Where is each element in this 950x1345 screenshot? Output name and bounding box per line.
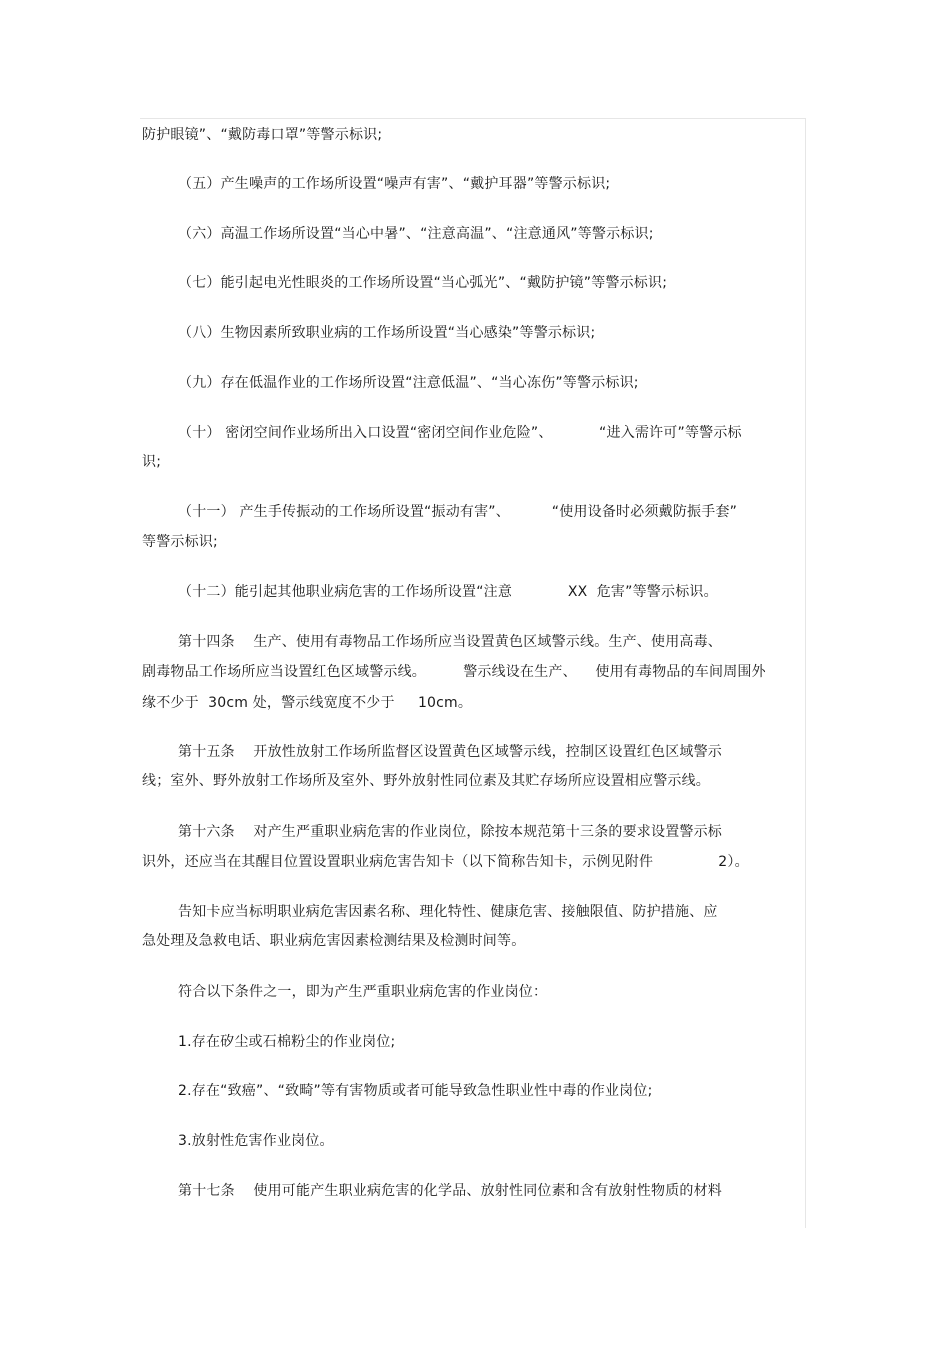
text-line: 1.存在矽尘或石棉粉尘的作业岗位; [178, 1034, 396, 1050]
text-line: （六）高温工作场所设置“当心中暑”、“注意高温”、“注意通风”等警示标识; [178, 226, 654, 242]
text-line: 符合以下条件之一，即为产生严重职业病危害的作业岗位： [178, 984, 548, 1000]
text-line: 第十四条 生产、使用有毒物品工作场所应当设置黄色区域警示线。生产、使用高毒、 [178, 634, 722, 650]
text-line: （九）存在低温作业的工作场所设置“注意低温”、“当心冻伤”等警示标识; [178, 375, 639, 391]
text-line: 急处理及急救电话、职业病危害因素检测结果及检测时间等。 [142, 933, 526, 949]
text-line: 识; [142, 454, 162, 470]
text-line: 第十六条 对产生严重职业病危害的作业岗位，除按本规范第十三条的要求设置警示标 [178, 824, 722, 840]
text-line: 剧毒物品工作场所应当设置红色区域警示线。 警示线设在生产、 使用有毒物品的车间周围外 [142, 664, 766, 680]
text-line: 等警示标识; [142, 534, 218, 550]
text-line: 缘不少于 30cm 处，警示线宽度不少于 10cm。 [142, 695, 473, 711]
text-line: 第十五条 开放性放射工作场所监督区设置黄色区域警示线，控制区设置红色区域警示 [178, 744, 722, 760]
text-line: 2.存在“致癌”、“致畸”等有害物质或者可能导致急性职业性中毒的作业岗位; [178, 1083, 653, 1099]
text-line: 线；室外、野外放射工作场所及室外、野外放射性同位素及其贮存场所应设置相应警示线。 [142, 773, 710, 789]
text-line: 防护眼镜”、“戴防毒口罩”等警示标识; [142, 127, 383, 143]
text-line: （十一） 产生手传振动的工作场所设置“振动有害”、 “使用设备时必须戴防振手套” [178, 504, 738, 520]
text-line: （五）产生噪声的工作场所设置“噪声有害”、“戴护耳器”等警示标识; [178, 176, 611, 192]
text-line: 3.放射性危害作业岗位。 [178, 1133, 334, 1149]
text-line: 识外，还应当在其醒目位置设置职业病危害告知卡（以下简称告知卡，示例见附件 2）。 [142, 854, 749, 870]
text-line: （七）能引起电光性眼炎的工作场所设置“当心弧光”、“戴防护镜”等警示标识; [178, 275, 668, 291]
text-line: （十二）能引起其他职业病危害的工作场所设置“注意 XX 危害”等警示标识。 [178, 584, 718, 600]
text-line: （十） 密闭空间作业场所出入口设置“密闭空间作业危险”、 “进入需许可”等警示标 [178, 425, 742, 441]
text-line: 告知卡应当标明职业病危害因素名称、理化特性、健康危害、接触限值、防护措施、应 [178, 904, 718, 920]
text-line: 第十七条 使用可能产生职业病危害的化学品、放射性同位素和含有放射性物质的材料 [178, 1183, 722, 1199]
text-line: （八）生物因素所致职业病的工作场所设置“当心感染”等警示标识; [178, 325, 596, 341]
